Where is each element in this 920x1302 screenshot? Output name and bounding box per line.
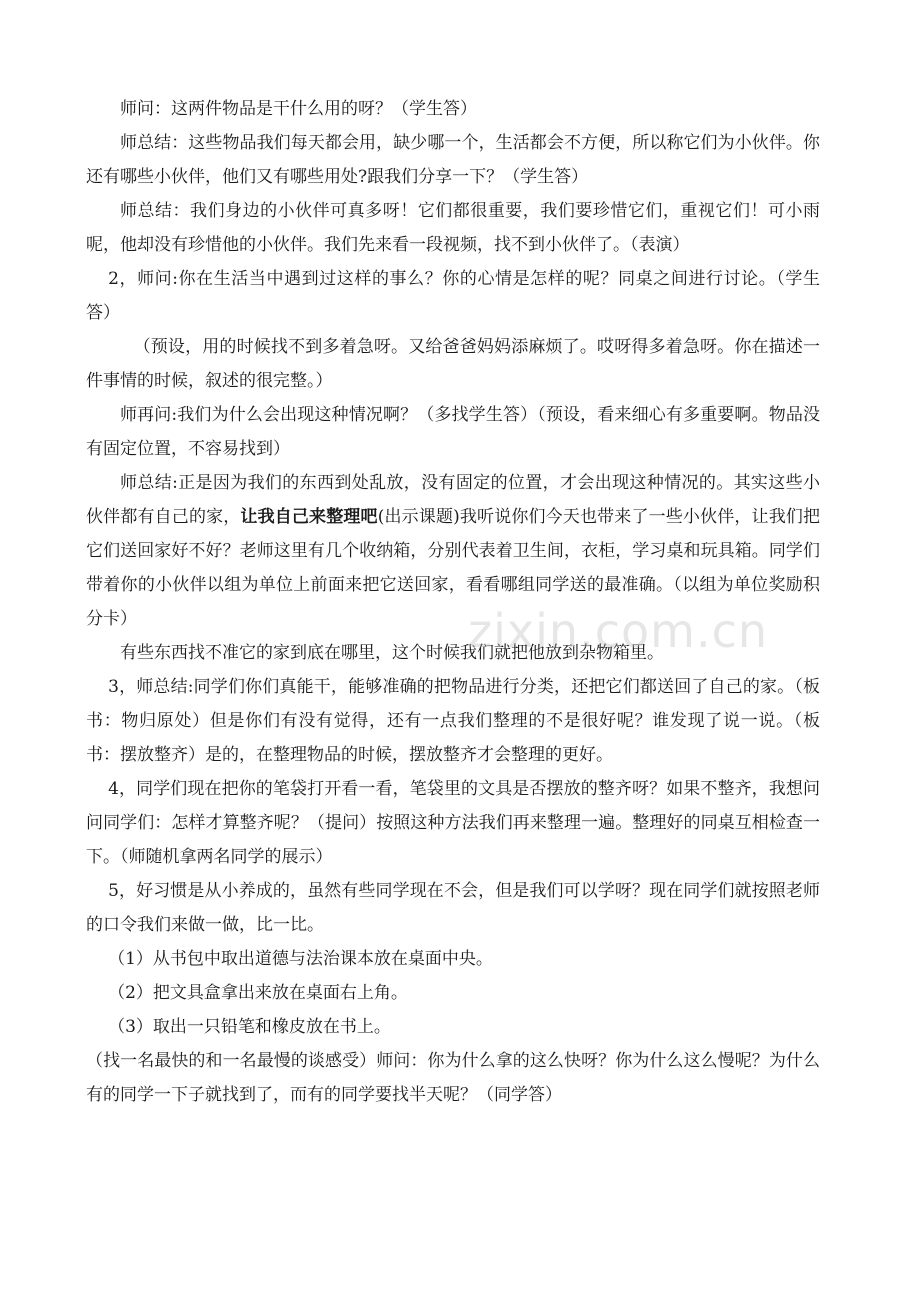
list-item-3: （3）取出一只铅笔和橡皮放在书上。 bbox=[108, 1017, 391, 1037]
paragraph-step-3: 3，师总结:同学们你们真能干，能够准确的把物品进行分类，还把它们都送回了自己的家。（板书：物归原处）但是你们有没有觉得，还有一点我们整理的不是很好呢？谁发现了说一说。（板书：摆放整齐）是的，在整理物品的时候，摆放整齐才会整理的更好。 bbox=[86, 677, 820, 765]
paragraph-misc-box: 有些东西找不准它的家到底在哪里，这个时候我们就把他放到杂物箱里。 bbox=[120, 643, 664, 663]
paragraph-teacher-asks-again: 师再问:我们为什么会出现这种情况啊？（多找学生答）（预设，看来细心有多重要啊。物品没有固定位置，不容易找到） bbox=[86, 405, 820, 459]
paragraph-step-4: 4，同学们现在把你的笔袋打开看一看，笔袋里的文具是否摆放的整齐呀？如果不整齐，我想问问同学们：怎样才算整齐呢？（提问）按照这种方法我们再来整理一遍。整理好的同桌互相检查一下。（师随机拿两名同学的展示） bbox=[86, 779, 820, 867]
paragraph-closing-question: （找一名最快的和一名最慢的谈感受）师问：你为什么拿的这么快呀？你为什么这么慢呢？为什么有的同学一下子就找到了，而有的同学要找半天呢？（同学答） bbox=[86, 1051, 820, 1105]
list-item-1: （1）从书包中取出道德与法治课本放在桌面中央。 bbox=[108, 949, 493, 969]
paragraph-step-2: 2，师问:你在生活当中遇到过这样的事么？你的心情是怎样的呢？同桌之间进行讨论。（学生答） bbox=[86, 269, 820, 323]
lesson-title-bold: 让我自己来整理吧 bbox=[240, 507, 378, 527]
paragraph-text-after: (出示课题)我听说你们今天也带来了一些小伙伴，让我们把它们送回家好不好？老师这里有几个收纳箱，分别代表着卫生间，衣柜，学习桌和玩具箱。同学们带着你的小伙伴以组为单位上前面来把它送回家，看看哪组同学送的最准确。（以组为单位奖励积分卡） bbox=[86, 507, 821, 629]
document-body bbox=[86, 92, 820, 1112]
paragraph-text-before: 师总结:正是因为我们的东西到处乱放，没有固定的位置，才会出现这种情况的。其实这些小伙伴都有自己的家， bbox=[86, 473, 820, 527]
paragraph-teacher-summary-3 bbox=[86, 466, 820, 636]
paragraph-preset-1: （预设，用的时候找不到多着急呀。又给爸爸妈妈添麻烦了。哎呀得多着急呀。你在描述一件事情的时候，叙述的很完整。） bbox=[86, 337, 820, 391]
paragraph-teacher-summary-2: 师总结：我们身边的小伙伴可真多呀！它们都很重要，我们要珍惜它们，重视它们！可小雨呢，他却没有珍惜他的小伙伴。我们先来看一段视频，找不到小伙伴了。（表演） bbox=[86, 201, 820, 255]
paragraph-teacher-question: 师问：这两件物品是干什么用的呀？（学生答） bbox=[120, 99, 477, 119]
watermark-logo: zixin.com.cn bbox=[468, 604, 769, 658]
paragraph-teacher-summary-1: 师总结：这些物品我们每天都会用，缺少哪一个，生活都会不方便，所以称它们为小伙伴。你还有哪些小伙伴，他们又有哪些用处?跟我们分享一下？（学生答） bbox=[86, 133, 820, 187]
paragraph-step-5: 5，好习惯是从小养成的，虽然有些同学现在不会，但是我们可以学呀？现在同学们就按照老师的口令我们来做一做，比一比。 bbox=[86, 881, 820, 935]
list-item-2: （2）把文具盒拿出来放在桌面右上角。 bbox=[108, 983, 408, 1003]
